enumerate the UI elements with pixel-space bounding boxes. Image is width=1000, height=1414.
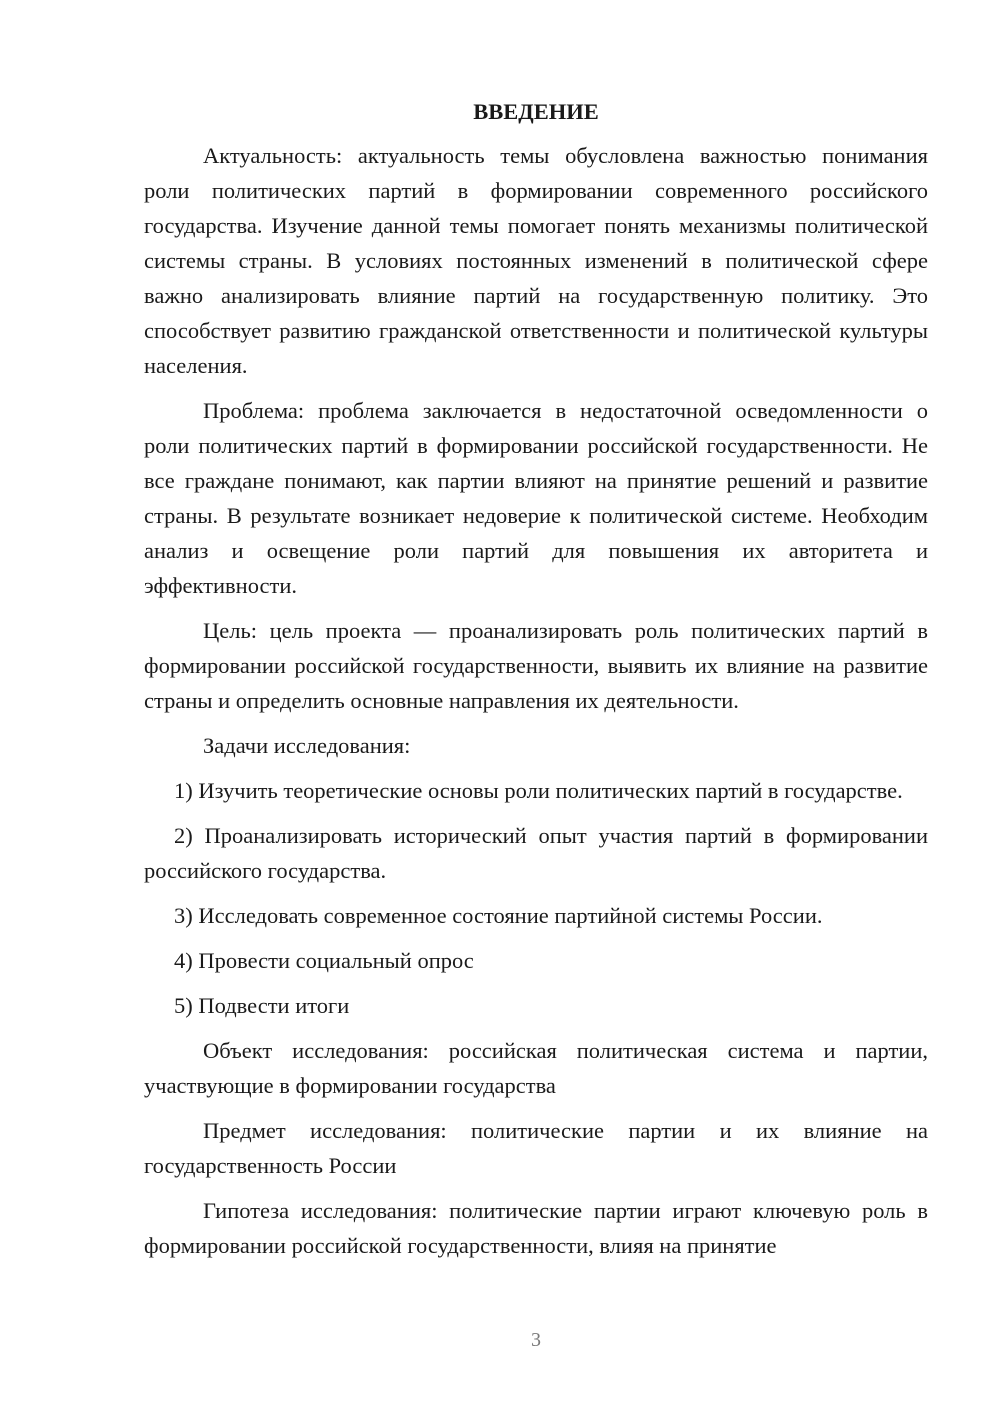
- relevance-paragraph: Актуальность: актуальность темы обусловлена важностью понимания роли политических партий в формировании современного российского государства. Изучение данной темы помогает понять механизмы политической системы страны. В условиях постоянных изменений в политической сфере важно анализировать влияние партий на государственную политику. Это способствует развитию гражданской ответственности и политической культуры населения.: [144, 143, 928, 378]
- tasks-heading: Задачи исследования:: [203, 733, 411, 758]
- task-item-4: 4) Провести социальный опрос: [174, 948, 474, 973]
- task-item-2: 2) Проанализировать исторический опыт участия партий в формировании российского государства.: [144, 823, 928, 883]
- task-item-1: 1) Изучить теоретические основы роли политических партий в государстве.: [174, 778, 903, 803]
- task-item-5: 5) Подвести итоги: [174, 993, 350, 1018]
- page-number: 3: [531, 1329, 541, 1351]
- subject-paragraph: Предмет исследования: политические партии и их влияние на государственность России: [144, 1118, 928, 1178]
- hypothesis-paragraph: Гипотеза исследования: политические партии играют ключевую роль в формировании российской государственности, влияя на принятие: [144, 1198, 928, 1258]
- problem-paragraph: Проблема: проблема заключается в недостаточной осведомленности о роли политических партий в формировании российской государственности. Не все граждане понимают, как партии влияют на принятие решений и развитие страны. В результате возникает недоверие к политической системе. Необходим анализ и освещение роли партий для повышения их авторитета и эффективности.: [144, 398, 928, 598]
- page-content: [144, 94, 928, 1273]
- goal-paragraph: Цель: цель проекта — проанализировать роль политических партий в формировании российской государственности, выявить их влияние на развитие страны и определить основные направления их деятельности.: [144, 618, 928, 713]
- section-title: ВВЕДЕНИЕ: [473, 99, 599, 124]
- task-item-3: 3) Исследовать современное состояние партийной системы России.: [174, 903, 823, 928]
- object-paragraph: Объект исследования: российская политическая система и партии, участвующие в формировании государства: [144, 1038, 928, 1098]
